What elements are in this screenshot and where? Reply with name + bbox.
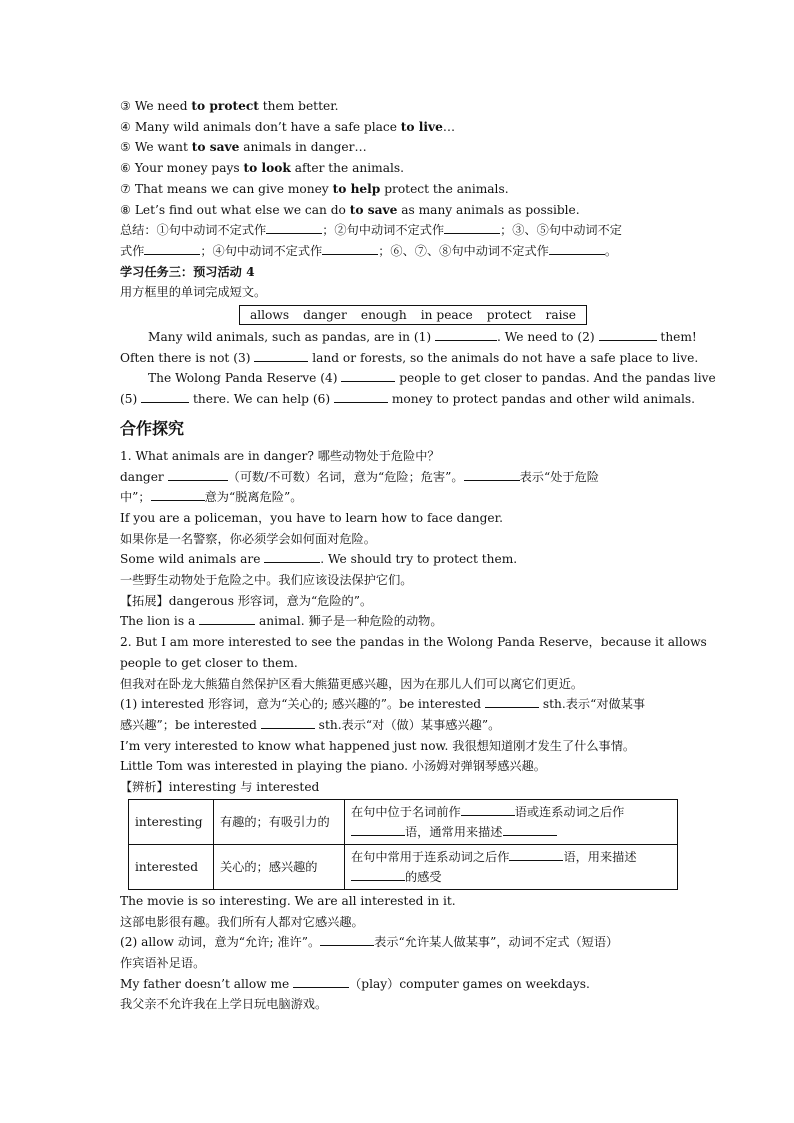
passage-line-3: The Wolong Panda Reserve (4) people to get closer to pandas. And the pandas live	[120, 368, 680, 389]
answer-blank[interactable]	[485, 694, 539, 708]
answer-blank[interactable]	[266, 220, 322, 234]
example-7: My father doesn’t allow me （play）computer games on weekdays.	[120, 974, 680, 995]
sentence-6: ⑥ Your money pays to look after the animals.	[120, 161, 404, 176]
danger-note-1: danger （可数/不可数）名词，意为“危险；危害”。 表示“处于危险	[120, 467, 680, 488]
example-1: If you are a policeman，you have to learn how to face danger.	[120, 510, 503, 525]
question-2-cn: 但我对在卧龙大熊猫自然保护区看大熊猫更感兴趣，因为在那儿人们可以离它们更近。	[120, 676, 584, 691]
passage-line-1: Many wild animals, such as pandas, are in (1) . We need to (2) them!	[120, 327, 680, 348]
question-1: 1. What animals are in danger? 哪些动物处于危险中？	[120, 448, 440, 463]
passage-line-2: Often there is not (3) land or forests, so the animals do not have a safe place to live.	[120, 348, 680, 369]
passage-line-4: (5) there. We can help (6) money to protect pandas and other wild animals.	[120, 389, 680, 410]
answer-blank[interactable]	[144, 241, 200, 255]
example-6: The movie is so interesting. We are all interested in it.	[120, 893, 456, 908]
question-2: 2. But I am more interested to see the pandas in the Wolong Panda Reserve，because it allows	[120, 635, 707, 650]
word-box	[239, 305, 587, 325]
example-4: I’m very interested to know what happened just now. 我很想知道刚才发生了什么事情。	[120, 738, 636, 753]
answer-blank[interactable]	[351, 822, 405, 836]
table-cell-word: interested	[129, 844, 214, 889]
allow-note-2: 作宾语补足语。	[120, 955, 206, 970]
table-cell-usage: 在句中常用于连系动词之后作 语，用来描述 的感受	[345, 844, 678, 889]
answer-blank[interactable]	[199, 611, 255, 625]
example-3: The lion is a animal. 狮子是一种危险的动物。	[120, 611, 680, 632]
answer-blank[interactable]	[549, 241, 605, 255]
task3-title: 学习任务三：预习活动 4	[120, 264, 255, 279]
example-7-cn: 我父亲不允许我在上学日玩电脑游戏。	[120, 997, 328, 1012]
example-2: Some wild animals are . We should try to protect them.	[120, 549, 680, 570]
table-cell-meaning: 关心的；感兴趣的	[214, 844, 345, 889]
sentence-4: ④ Many wild animals don’t have a safe place to live…	[120, 119, 456, 134]
sentence-5: ⑤ We want to save animals in danger…	[120, 140, 367, 155]
answer-blank[interactable]	[444, 220, 500, 234]
question-2-cont: people to get closer to them.	[120, 655, 298, 670]
answer-blank[interactable]	[151, 487, 205, 501]
example-1-cn: 如果你是一名警察，你必须学会如何面对危险。	[120, 531, 376, 546]
word-box-item: protect	[486, 308, 532, 323]
interested-note-1: (1) interested 形容词，意为“关心的; 感兴趣的”。be interested sth.表示“对做某事	[120, 694, 680, 715]
word-box-item: in peace	[420, 308, 473, 323]
danger-note-2: 中”； 意为“脱离危险”。	[120, 487, 680, 508]
allow-note-1: (2) allow 动词，意为“允许; 准许”。 表示“允许某人做某事”，动词不定式（短语）	[120, 932, 680, 953]
section-heading: 合作探究	[120, 418, 185, 438]
word-box-item: raise	[545, 308, 576, 323]
answer-blank[interactable]	[599, 327, 657, 341]
task3-instruction: 用方框里的单词完成短文。	[120, 285, 267, 300]
table-cell-meaning: 有趣的；有吸引力的	[214, 799, 345, 844]
example-2-cn: 一些野生动物处于危险之中。我们应该设法保护它们。	[120, 573, 413, 588]
example-5: Little Tom was interested in playing the piano. 小汤姆对弹钢琴感兴趣。	[120, 759, 546, 774]
answer-blank[interactable]	[254, 348, 308, 362]
answer-blank[interactable]	[320, 932, 374, 946]
answer-blank[interactable]	[461, 802, 515, 816]
answer-blank[interactable]	[509, 847, 563, 861]
table-row	[129, 844, 678, 889]
example-6-cn: 这部电影很有趣。我们所有人都对它感兴趣。	[120, 914, 364, 929]
extension-note: 【拓展】dangerous 形容词，意为“危险的”。	[120, 593, 373, 608]
answer-blank[interactable]	[264, 549, 320, 563]
table-cell-word: interesting	[129, 799, 214, 844]
sentence-8: ⑧ Let’s find out what else we can do to save as many animals as possible.	[120, 202, 580, 217]
table-row	[129, 799, 678, 844]
answer-blank[interactable]	[435, 327, 497, 341]
answer-blank[interactable]	[334, 389, 388, 403]
summary-line-2: 式作 ；④句中动词不定式作 ；⑥、⑦、⑧句中动词不定式作 。	[120, 241, 680, 262]
distinguish-title: 【辨析】interesting 与 interested	[120, 780, 320, 795]
answer-blank[interactable]	[503, 822, 557, 836]
summary-line-1: 总结：①句中动词不定式作 ；②句中动词不定式作 ；③、⑤句中动词不定	[120, 220, 680, 241]
answer-blank[interactable]	[464, 467, 520, 481]
answer-blank[interactable]	[322, 241, 378, 255]
sentence-7: ⑦ That means we can give money to help protect the animals.	[120, 181, 509, 196]
answer-blank[interactable]	[293, 974, 349, 988]
answer-blank[interactable]	[261, 715, 315, 729]
word-box-item: danger	[303, 308, 347, 323]
answer-blank[interactable]	[168, 467, 228, 481]
interested-note-2: 感兴趣”；be interested sth.表示“对（做）某事感兴趣”。	[120, 715, 680, 736]
table-cell-usage: 在句中位于名词前作 语或连系动词之后作 语，通常用来描述	[345, 799, 678, 844]
worksheet-page	[120, 96, 716, 1015]
answer-blank[interactable]	[341, 368, 395, 382]
word-box-item: allows	[250, 308, 290, 323]
answer-blank[interactable]	[351, 867, 405, 881]
answer-blank[interactable]	[141, 389, 189, 403]
word-box-item: enough	[360, 308, 407, 323]
comparison-table	[128, 799, 678, 890]
sentence-3: ③ We need to protect them better.	[120, 99, 339, 113]
